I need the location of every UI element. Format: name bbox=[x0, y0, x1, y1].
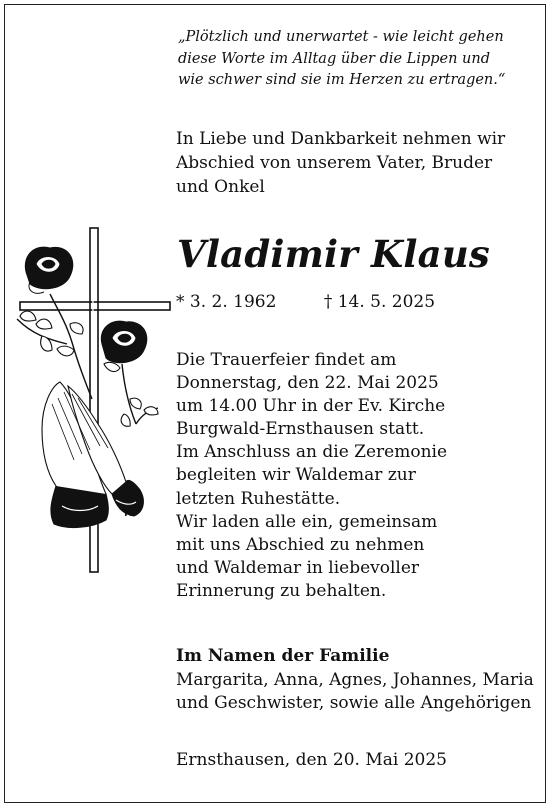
service-details bbox=[176, 349, 536, 603]
signature-line: und Geschwister, sowie alle Angehörigen bbox=[176, 693, 532, 713]
service-line: Im Anschluss an die Zeremonie bbox=[176, 442, 448, 463]
service-line: Erinnerung zu behalten. bbox=[176, 580, 387, 601]
deceased-name: Vladimir Klaus bbox=[177, 232, 490, 276]
service-line: Die Trauerfeier findet am bbox=[176, 350, 397, 370]
birth-date: * 3. 2. 1962 bbox=[176, 292, 277, 312]
service-line: begleiten wir Waldemar zur bbox=[176, 465, 416, 486]
signature-line: Margarita, Anna, Agnes, Johannes, Maria bbox=[176, 669, 534, 690]
service-line: letzten Ruhestätte. bbox=[176, 488, 341, 509]
intro-line: und Onkel bbox=[176, 177, 265, 197]
family-signature bbox=[176, 645, 546, 716]
signature-heading: Im Namen der Familie bbox=[176, 646, 390, 666]
place-and-date: Ernsthausen, den 20. Mai 2025 bbox=[176, 750, 447, 770]
intro-line: Abschied von unserem Vater, Bruder bbox=[176, 153, 493, 173]
intro-text bbox=[176, 127, 536, 199]
service-line: mit uns Abschied zu nehmen bbox=[176, 534, 425, 555]
life-dates bbox=[176, 290, 435, 314]
quote-line: diese Worte im Alltag über die Lippen und bbox=[178, 50, 491, 67]
service-line: Donnerstag, den 22. Mai 2025 bbox=[176, 373, 439, 394]
quote-line: „Plötzlich und unerwartet - wie leicht gehen bbox=[178, 29, 504, 45]
intro-line: In Liebe und Dankbarkeit nehmen wir bbox=[176, 129, 506, 149]
memorial-artwork bbox=[12, 224, 172, 579]
service-line: Wir laden alle ein, gemeinsam bbox=[176, 511, 438, 532]
artist-signature: ꟽ bbox=[124, 508, 133, 519]
death-date: † 14. 5. 2025 bbox=[323, 292, 436, 312]
service-line: Burgwald-Ernsthausen statt. bbox=[176, 419, 425, 440]
quote-line: wie schwer sind sie im Herzen zu ertragen.“ bbox=[178, 72, 506, 88]
opening-quote bbox=[178, 27, 523, 92]
service-line: und Waldemar in liebevoller bbox=[176, 557, 420, 578]
service-line: um 14.00 Uhr in der Ev. Kirche bbox=[176, 396, 446, 417]
